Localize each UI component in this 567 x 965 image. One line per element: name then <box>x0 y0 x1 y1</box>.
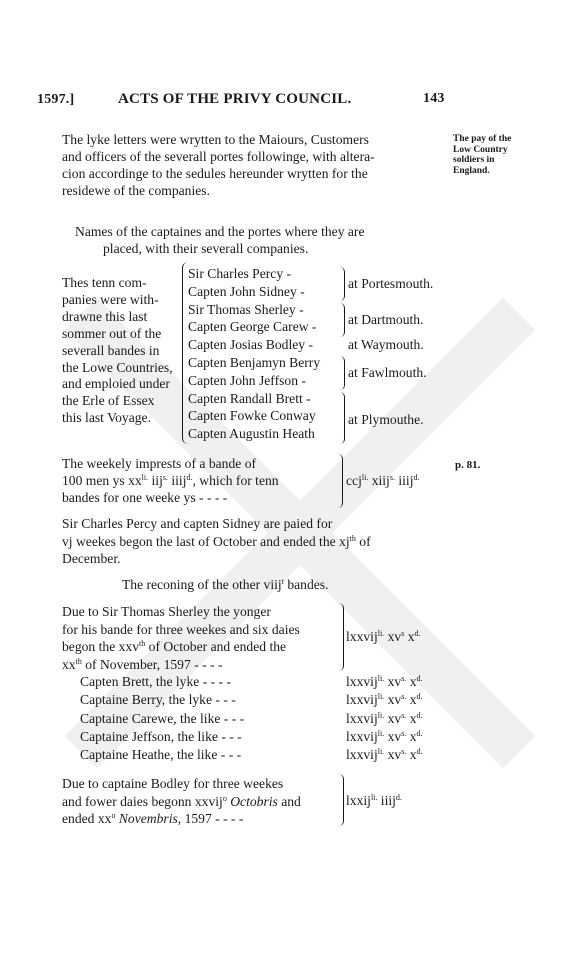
other-captains-sums <box>346 673 423 764</box>
reckoning-sum: lxxvij$^{li.}$ $xv^{s.}$ $x^{d.}$ <box>346 674 423 689</box>
port-waymouth: at Waymouth. <box>348 337 424 352</box>
port-brace <box>340 267 345 301</box>
reckoning-name: Capten Brett, the lyke - - - - <box>80 674 231 689</box>
captain-line: Sir Thomas Sherley - <box>188 301 304 317</box>
captain-line: Capten John Jeffson - <box>188 372 306 388</box>
captains-list <box>188 265 320 443</box>
sherley-entry: Due to Sir Thomas Sherley the yonger for his bande for three weekes and six daies begon the xxv$^{th}$ of October and ended the $xx^{th}$ of November, 1597 - - - - <box>62 604 300 672</box>
imprests-brace <box>338 454 343 508</box>
page-number: 143 <box>423 91 445 106</box>
captain-line: Sir Charles Percy - <box>188 266 292 281</box>
imprests-text: The weekely imprests of a bande of 100 men ys $xx^{li.}$ iij$^{s.}$ iiij$^{d.}$, which for tenn bandes for one weeke ys - - - - <box>62 456 279 505</box>
names-heading: Names of the captaines and the portes where they are placed, with their severall companies. <box>75 224 365 256</box>
captain-line: Capten Augustin Heath <box>188 426 315 442</box>
bodley-brace <box>339 774 344 826</box>
port-brace <box>340 356 345 390</box>
other-captains-names <box>80 673 244 764</box>
port-portesmouth: at Portesmouth. <box>348 276 434 291</box>
running-head-title: ACTS OF THE PRIVY COUNCIL. <box>118 91 352 107</box>
marginal-note: The pay of the Low Country soldiers in England. <box>453 134 512 176</box>
reckoning-name: Captaine Carewe, the like - - - <box>80 710 245 726</box>
captain-line: Capten Benjamyn Berry <box>188 354 321 370</box>
running-head-year: 1597.] <box>37 92 75 107</box>
imprests-sum: ccj$^{li.}$ xiij$^{s.}$ iiij$^{d.}$ <box>346 473 420 488</box>
reckoning-name: Captaine Heathe, the like - - - <box>80 747 242 763</box>
port-fawlmouth: at Fawlmouth. <box>348 365 427 380</box>
reckoning-sum: lxxvij$^{li.}$ $xv^{s.}$ $x^{d.}$ <box>346 692 423 708</box>
percy-paragraph: Sir Charles Percy and capten Sidney are paied for vj weekes begon the last of October and ended the $xj^{th}$ of December. <box>62 516 371 566</box>
captain-line: Capten John Sidney - <box>188 283 305 299</box>
reckoning-sum: lxxvij$^{li.}$ $xv^{s.}$ $x^{d.}$ <box>346 710 423 726</box>
reconing-heading: The reconing of the other viij$^t$ bandes. <box>122 577 329 592</box>
reckoning-sum: lxxvij$^{li.}$ $xv^{s.}$ $x^{d.}$ <box>346 747 423 763</box>
port-dartmouth: at Dartmouth. <box>348 312 424 327</box>
reckoning-name: Captaine Jeffson, the like - - - <box>80 728 242 744</box>
port-brace <box>340 303 345 337</box>
bodley-sum: lxxij$^{li.}$ iiij$^{d.}$ <box>346 793 402 808</box>
port-brace <box>340 392 345 444</box>
port-plymouthe: at Plymouthe. <box>348 412 424 427</box>
sherley-brace <box>339 603 344 671</box>
reckoning-sum: lxxvij$^{li.}$ $xv^{s.}$ $x^{d.}$ <box>346 728 423 744</box>
reckoning-name: Captaine Berry, the lyke - - - <box>80 692 236 708</box>
bodley-entry: Due to captaine Bodley for three weekes and fower daies begonn xxvij$^o$ Octobris and ended $xx^o$ Novembris, 1597 - - - - <box>62 776 301 826</box>
page-reference: p. 81. <box>455 459 481 471</box>
withdrawn-note: Thes tenn com- panies were with- drawne this last sommer out of the severall bandes in the Lowe Countries, and emploied under the Erle of Essex this last Voyage. <box>62 275 173 426</box>
captain-line: Capten Fowke Conway <box>188 408 316 424</box>
captain-line: Capten George Carew - <box>188 319 317 335</box>
captain-line: Capten Randall Brett - <box>188 390 311 406</box>
paragraph-letters: The lyke letters were wrytten to the Maiours, Customers and officers of the severall portes followinge, with altera- cion accordinge to the sedules hereunder wrytten for the residewe of the companies. <box>62 132 375 198</box>
sherley-sum: lxxvij$^{li.}$ $xv^s$ $x^{d.}$ <box>346 629 421 644</box>
captain-line: Capten Josias Bodley - <box>188 337 313 353</box>
